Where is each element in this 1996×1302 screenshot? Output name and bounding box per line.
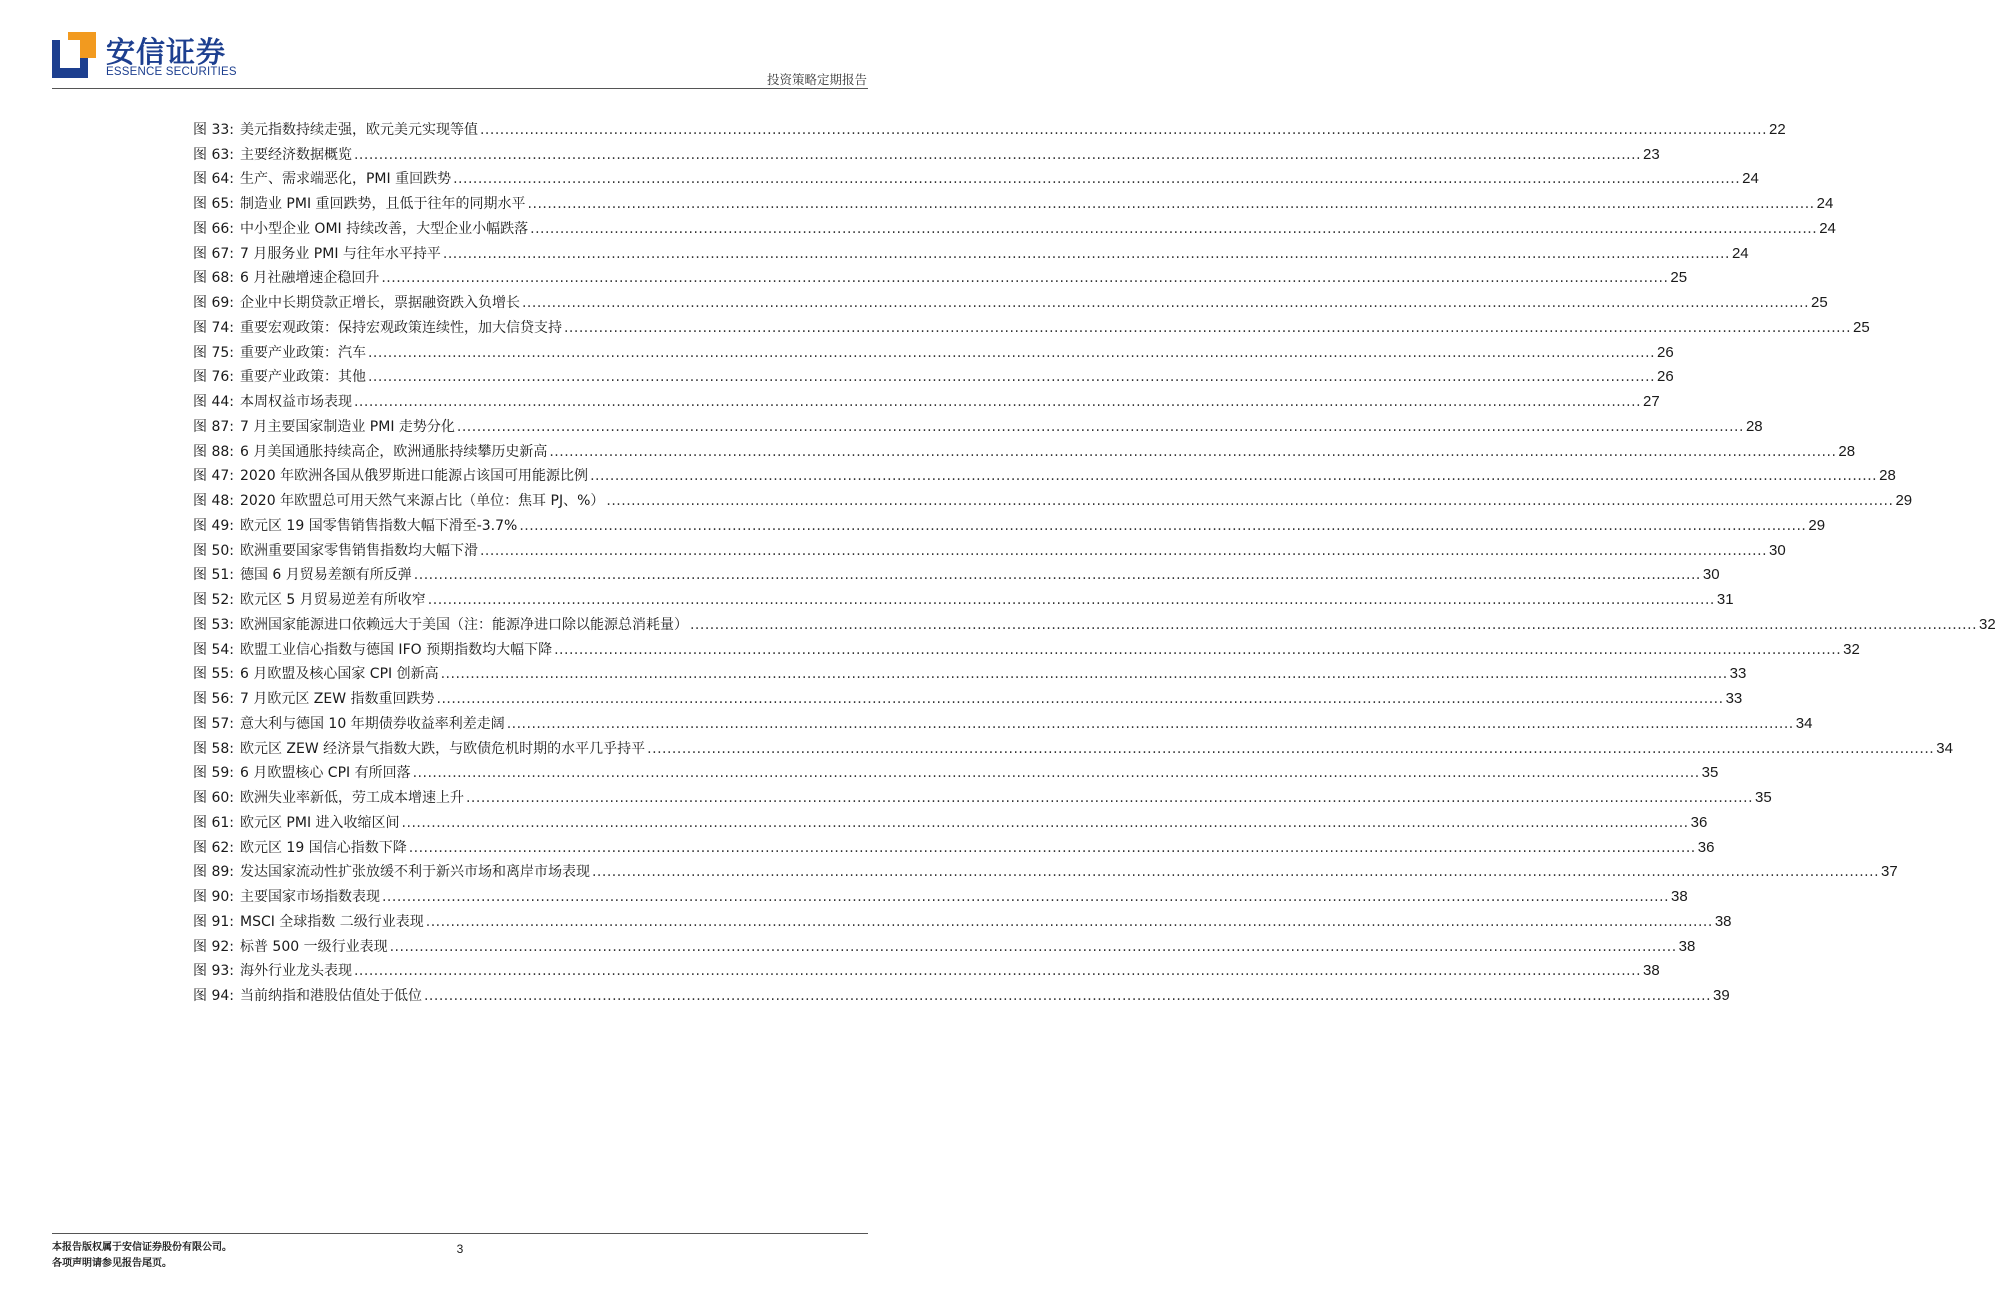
toc-entry[interactable] — [193, 708, 1813, 733]
brand-name-en: ESSENCE SECURITIES — [106, 66, 237, 78]
toc-entry[interactable] — [193, 485, 1913, 510]
toc-entry-page: 29 — [1895, 492, 1913, 509]
toc-leader-dots: .................................................................................................................................................................................................................................................................... — [479, 542, 1768, 559]
toc-leader-dots: .................................................................................................................................................................................................................................................................... — [549, 443, 1837, 460]
toc-entry-title: 制造业 PMI 重回跌势，且低于往年的同期水平 — [239, 196, 526, 212]
toc-leader-dots: .................................................................................................................................................................................................................................................................... — [563, 319, 1852, 336]
essence-logo-icon — [52, 32, 96, 78]
toc-entry-page: 23 — [1643, 145, 1660, 163]
toc-entry-page: 22 — [1769, 120, 1786, 138]
toc-entry-label: 图 76: — [193, 369, 234, 386]
toc-entry[interactable] — [193, 213, 1836, 238]
toc-entry-title: 6 月欧盟及核心国家 CPI 创新高 — [239, 666, 439, 683]
toc-entry-title: 美元指数持续走强，欧元美元实现等值 — [239, 121, 478, 138]
toc-entry-page: 24 — [1742, 170, 1759, 188]
toc-leader-dots: .................................................................................................................................................................................................................................................................... — [367, 344, 1656, 361]
toc-leader-dots: .................................................................................................................................................................................................................................................................... — [353, 394, 1642, 410]
toc-entry-label: 图 75: — [193, 344, 234, 361]
toc-leader-dots: .................................................................................................................................................................................................................................................................... — [647, 740, 1935, 757]
toc-entry[interactable] — [193, 906, 1732, 931]
toc-entry-title: 海外行业龙头表现 — [239, 963, 352, 980]
toc-leader-dots: .................................................................................................................................................................................................................................................................... — [465, 790, 1754, 806]
toc-entry-page: 38 — [1671, 888, 1688, 905]
toc-entry-label: 图 88: — [193, 443, 234, 460]
toc-entry-page: 24 — [1731, 244, 1749, 262]
toc-entry[interactable] — [193, 164, 1759, 189]
toc-entry[interactable] — [193, 857, 1898, 882]
toc-leader-dots: .................................................................................................................................................................................................................................................................... — [521, 295, 1810, 311]
toc-leader-dots: .................................................................................................................................................................................................................................................................... — [408, 839, 1696, 856]
toc-entry[interactable] — [193, 312, 1870, 337]
toc-entry-title: 6 月美国通胀持续高企，欧洲通胀持续攀历史新高 — [239, 443, 548, 460]
toc-entry-page: 30 — [1769, 541, 1786, 559]
toc-entry-label: 图 56: — [193, 691, 234, 707]
report-type-label: 投资策略定期报告 — [766, 72, 867, 87]
toc-entry-label: 图 53: — [193, 616, 234, 633]
toc-entry[interactable] — [193, 683, 1743, 708]
toc-entry[interactable] — [193, 609, 1996, 634]
toc-leader-dots: .................................................................................................................................................................................................................................................................... — [389, 938, 1677, 955]
toc-entry-title: 7 月服务业 PMI 与往年水平持平 — [239, 245, 441, 262]
header-divider — [52, 88, 868, 89]
toc-entry-page: 32 — [1979, 615, 1996, 633]
toc-entry-page: 32 — [1843, 640, 1860, 658]
toc-entry-label: 图 48: — [193, 493, 234, 509]
toc-entry-page: 37 — [1881, 863, 1898, 881]
toc-entry-label: 图 94: — [193, 988, 234, 1004]
toc-entry-page: 35 — [1755, 789, 1772, 806]
toc-entry-title: 重要产业政策：其他 — [239, 369, 366, 386]
toc-leader-dots: .................................................................................................................................................................................................................................................................... — [425, 913, 1713, 930]
toc-entry-title: 欧洲国家能源进口依赖远大于美国（注：能源净进口除以能源总消耗量） — [239, 616, 688, 633]
toc-entry-page: 24 — [1816, 195, 1834, 212]
disclaimer-line: 各项声明请参见报告尾页。 — [52, 1258, 172, 1269]
toc-entry-title: 欧元区 5 月贸易逆差有所收窄 — [239, 592, 426, 608]
toc-entry[interactable] — [193, 733, 1953, 758]
toc-entry-title: 标普 500 一级行业表现 — [239, 938, 388, 955]
toc-entry-page: 26 — [1657, 368, 1674, 386]
toc-entry-label: 图 49: — [193, 517, 234, 534]
toc-entry-page: 24 — [1819, 219, 1836, 237]
toc-entry-label: 图 54: — [193, 641, 234, 658]
toc-entry-title: 欧元区 19 国零售销售指数大幅下滑至-3.7% — [239, 517, 518, 534]
toc-entry-title: 欧洲失业率新低，劳工成本增速上升 — [239, 790, 464, 806]
toc-leader-dots: .................................................................................................................................................................................................................................................................... — [353, 146, 1642, 163]
toc-entry-page: 25 — [1670, 269, 1688, 287]
toc-leader-dots: .................................................................................................................................................................................................................................................................... — [591, 864, 1880, 881]
toc-entry-page: 38 — [1678, 937, 1696, 955]
toc-entry-title: 欧元区 PMI 进入收缩区间 — [239, 814, 400, 831]
toc-entry-title: 2020 年欧洲各国从俄罗斯进口能源占该国可用能源比例 — [239, 468, 589, 485]
toc-entry[interactable] — [193, 832, 1715, 857]
toc-entry-page: 33 — [1729, 665, 1747, 683]
toc-leader-dots: .................................................................................................................................................................................................................................................................... — [367, 369, 1656, 386]
toc-entry-page: 28 — [1838, 442, 1856, 460]
disclaimer-line: 本报告版权属于安信证券股份有限公司。 — [52, 1242, 232, 1253]
toc-entry-label: 图 59: — [193, 765, 234, 782]
toc-entry-page: 34 — [1795, 714, 1813, 732]
toc-entry-label: 图 66: — [193, 220, 234, 237]
toc-entry[interactable] — [193, 461, 1896, 486]
toc-entry-title: 本周权益市场表现 — [239, 394, 352, 410]
page-header — [0, 0, 920, 100]
toc-entry-page: 26 — [1657, 343, 1674, 361]
toc-entry[interactable] — [193, 362, 1674, 387]
toc-entry-label: 图 61: — [193, 814, 234, 831]
toc-entry[interactable] — [193, 337, 1674, 362]
toc-entry[interactable] — [193, 535, 1786, 560]
toc-entry[interactable] — [193, 931, 1696, 956]
toc-entry-label: 图 93: — [193, 963, 234, 980]
toc-entry-page: 31 — [1716, 591, 1734, 608]
toc-entry-page: 38 — [1643, 962, 1660, 980]
toc-entry-page: 25 — [1853, 318, 1870, 336]
toc-entry-title: 企业中长期贷款正增长，票据融资跌入负增长 — [239, 295, 520, 311]
toc-leader-dots: .................................................................................................................................................................................................................................................................... — [423, 988, 1712, 1004]
toc-entry-page: 29 — [1808, 516, 1826, 534]
toc-leader-dots: .................................................................................................................................................................................................................................................................... — [506, 715, 1794, 732]
toc-entry-label: 图 50: — [193, 542, 234, 559]
toc-entry-title: 主要经济数据概览 — [239, 146, 352, 163]
toc-entry-title: 意大利与德国 10 年期债券收益率利差走阔 — [239, 715, 505, 732]
toc-leader-dots: .................................................................................................................................................................................................................................................................... — [412, 765, 1700, 782]
toc-leader-dots: .................................................................................................................................................................................................................................................................... — [479, 121, 1768, 138]
toc-entry-page: 25 — [1811, 294, 1828, 311]
toc-entry[interactable] — [193, 980, 1730, 1005]
toc-entry-label: 图 74: — [193, 319, 234, 336]
toc-entry-title: 欧洲重要国家零售销售指数均大幅下滑 — [239, 542, 478, 559]
brand-name-cn: 安信证券 — [106, 35, 227, 69]
toc-entry-title: 6 月欧盟核心 CPI 有所回落 — [239, 765, 411, 782]
toc-entry[interactable] — [193, 386, 1660, 411]
toc-entry-label: 图 67: — [193, 245, 234, 262]
toc-entry-label: 图 63: — [193, 146, 234, 163]
toc-entry[interactable] — [193, 287, 1828, 312]
toc-leader-dots: .................................................................................................................................................................................................................................................................... — [453, 171, 1741, 188]
toc-entry[interactable] — [193, 956, 1660, 981]
toc-entry-label: 图 87: — [193, 418, 234, 435]
toc-entry-page: 36 — [1690, 813, 1708, 831]
toc-leader-dots: .................................................................................................................................................................................................................................................................... — [413, 567, 1701, 584]
toc-leader-dots: .................................................................................................................................................................................................................................................................... — [440, 666, 1728, 683]
toc-entry[interactable] — [193, 560, 1720, 585]
toc-entry[interactable] — [193, 634, 1860, 659]
toc-entry-label: 图 69: — [193, 295, 234, 311]
toc-entry-label: 图 57: — [193, 715, 234, 732]
toc-leader-dots: .................................................................................................................................................................................................................................................................... — [456, 418, 1744, 435]
toc-leader-dots: .................................................................................................................................................................................................................................................................... — [606, 493, 1894, 509]
toc-entry[interactable] — [193, 263, 1688, 288]
toc-entry-title: 生产、需求端恶化，PMI 重回跌势 — [239, 171, 452, 188]
toc-entry[interactable] — [193, 807, 1708, 832]
toc-entry-label: 图 47: — [193, 468, 234, 485]
toc-leader-dots: .................................................................................................................................................................................................................................................................... — [442, 245, 1730, 262]
toc-entry-page: 34 — [1936, 739, 1953, 757]
toc-leader-dots: .................................................................................................................................................................................................................................................................... — [519, 517, 1807, 534]
toc-entry-page: 30 — [1702, 566, 1720, 584]
toc-entry[interactable] — [193, 584, 1734, 609]
toc-entry-title: 重要宏观政策：保持宏观政策连续性，加大信贷支持 — [239, 319, 562, 336]
toc-leader-dots: .................................................................................................................................................................................................................................................................... — [554, 641, 1842, 658]
toc-entry[interactable] — [193, 436, 1856, 461]
toc-entry-label: 图 64: — [193, 171, 234, 188]
toc-entry[interactable] — [193, 139, 1660, 164]
toc-entry-title: 2020 年欧盟总可用天然气来源占比（单位：焦耳 PJ、%） — [239, 493, 605, 509]
toc-entry-page: 35 — [1701, 764, 1719, 782]
toc-entry[interactable] — [193, 188, 1834, 213]
toc-leader-dots: .................................................................................................................................................................................................................................................................... — [381, 889, 1670, 905]
toc-entry-label: 图 51: — [193, 567, 234, 584]
toc-entry-label: 图 89: — [193, 864, 234, 881]
toc-entry-title: 发达国家流动性扩张放缓不利于新兴市场和离岸市场表现 — [239, 864, 590, 881]
toc-entry-page: 38 — [1714, 912, 1732, 930]
toc-entry[interactable] — [193, 114, 1786, 139]
toc-entry-page: 33 — [1725, 690, 1743, 707]
toc-entry[interactable] — [193, 510, 1826, 535]
toc-entry-page: 28 — [1745, 417, 1763, 435]
toc-entry[interactable] — [193, 411, 1763, 436]
toc-leader-dots: .................................................................................................................................................................................................................................................................... — [689, 616, 1978, 633]
toc-entry[interactable] — [193, 782, 1772, 807]
toc-leader-dots: .................................................................................................................................................................................................................................................................... — [427, 592, 1715, 608]
toc-leader-dots: .................................................................................................................................................................................................................................................................... — [436, 691, 1724, 707]
toc-entry-title: 7 月欧元区 ZEW 指数重回跌势 — [239, 691, 435, 707]
toc-entry-title: 中小型企业 OMI 持续改善，大型企业小幅跌落 — [239, 220, 529, 237]
toc-entry-label: 图 58: — [193, 740, 234, 757]
toc-entry-label: 图 60: — [193, 790, 234, 806]
toc-leader-dots: .................................................................................................................................................................................................................................................................... — [381, 270, 1669, 287]
toc-entry[interactable] — [193, 881, 1688, 906]
toc-entry-label: 图 90: — [193, 889, 234, 905]
toc-leader-dots: .................................................................................................................................................................................................................................................................... — [530, 220, 1818, 237]
toc-entry-title: 当前纳指和港股估值处于低位 — [239, 988, 422, 1004]
toc-entry[interactable] — [193, 238, 1749, 263]
toc-entry-label: 图 68: — [193, 270, 234, 287]
toc-entry-title: 重要产业政策：汽车 — [239, 344, 366, 361]
toc-entry-title: 欧元区 19 国信心指数下降 — [239, 839, 407, 856]
toc-entry-page: 27 — [1643, 393, 1660, 410]
toc-entry-label: 图 44: — [193, 394, 234, 410]
toc-entry-title: 7 月主要国家制造业 PMI 走势分化 — [239, 418, 455, 435]
toc-entry-title: 德国 6 月贸易差额有所反弹 — [239, 567, 412, 584]
toc-entry-page: 28 — [1879, 467, 1896, 485]
toc-entry-title: 主要国家市场指数表现 — [239, 889, 380, 905]
toc-leader-dots: .................................................................................................................................................................................................................................................................... — [401, 814, 1689, 831]
toc-entry-page: 36 — [1697, 838, 1715, 856]
toc-entry-label: 图 52: — [193, 592, 234, 608]
toc-entry-label: 图 91: — [193, 913, 234, 930]
toc-entry-label: 图 62: — [193, 839, 234, 856]
toc-entry[interactable] — [193, 659, 1747, 684]
toc-leader-dots: .................................................................................................................................................................................................................................................................... — [590, 468, 1878, 485]
footer-divider — [52, 1233, 868, 1234]
toc-entry-page: 39 — [1713, 987, 1730, 1004]
toc-entry-label: 图 33: — [193, 121, 234, 138]
toc-entry[interactable] — [193, 758, 1719, 783]
page-number: 3 — [456, 1242, 464, 1256]
toc-leader-dots: .................................................................................................................................................................................................................................................................... — [353, 963, 1642, 980]
toc-entry-title: MSCI 全球指数 二级行业表现 — [239, 913, 424, 930]
toc-entry-label: 图 92: — [193, 938, 234, 955]
toc-leader-dots: .................................................................................................................................................................................................................................................................... — [527, 196, 1815, 212]
toc-entry-title: 欧盟工业信心指数与德国 IFO 预期指数均大幅下降 — [239, 641, 553, 658]
toc-entry-title: 6 月社融增速企稳回升 — [239, 270, 380, 287]
toc-entry-label: 图 65: — [193, 196, 234, 212]
toc-entry-title: 欧元区 ZEW 经济景气指数大跌，与欧债危机时期的水平几乎持平 — [239, 740, 646, 757]
toc-entry-label: 图 55: — [193, 666, 234, 683]
figure-index-list — [193, 114, 1996, 1005]
